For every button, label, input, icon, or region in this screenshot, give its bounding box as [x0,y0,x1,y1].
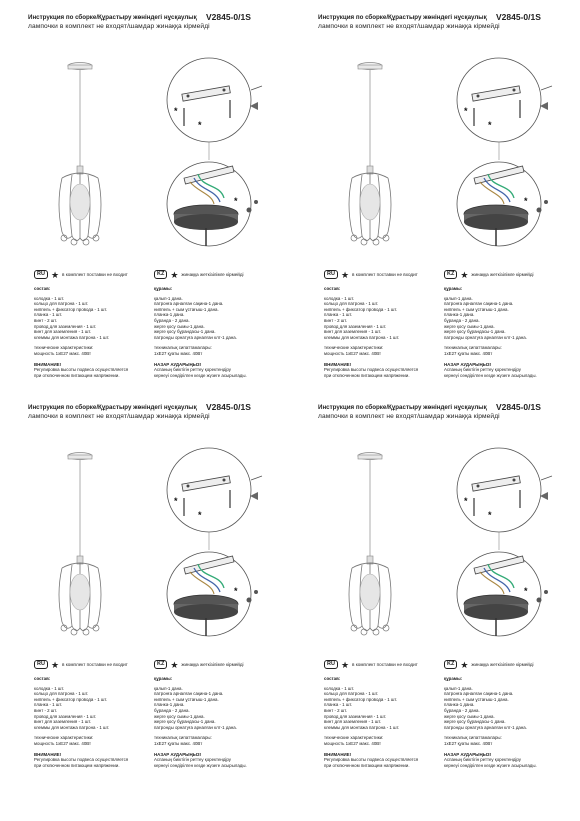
ru-item: провод для заземления - 1 шт. [34,323,97,329]
model-code: V2845-0/1S [496,12,541,22]
ru-contents [324,676,442,768]
marker-star: * [524,196,528,206]
kz-note: жинаққа жеткізілімге кірмейді [471,662,534,667]
ru-item: винт для заземления - 1 шт. [324,329,382,335]
marker-star: * [524,586,528,596]
ru-warning-line: Регулировка высоты подвеса осуществляется [324,757,419,763]
ru-item: винт для заземления - 1 шт. [34,719,92,725]
marker-star: * [198,120,202,130]
ru-item: клеммы для монтажа патрона - 1 шт. [34,724,110,730]
ru-legend [34,270,128,279]
ru-warning-heading: ВНИМАНИЕ! [324,751,352,757]
kz-warning-line: кернеуі сөндірілген кезде жүзеге асырылады. [444,762,537,768]
kz-item: қалып-1 дана. [154,685,183,691]
ru-contents [34,286,152,378]
ru-badge: RU [324,270,338,279]
ru-item: клеммы для монтажа патрона - 1 шт. [324,334,400,340]
model-code: V2845-0/1S [206,12,251,22]
mounting-diagram [154,446,284,646]
ru-item: провод для заземления - 1 шт. [324,713,387,719]
ru-tech-value: мощность 1хЕ27 макс. 40Вт [324,350,382,356]
star-icon: ★ [460,659,469,670]
sheet-title: Инструкция по сборке/Құрастыру жөніндегі нұсқаулық [28,404,197,411]
ru-item: ниппель + фиксатор провода - 1 шт. [324,696,398,702]
ru-item: планка - 1 шт. [34,702,63,708]
kz-item: бұранда - 2 дана. [154,317,190,323]
ru-note: в комплект поставки не входит [352,272,418,277]
ru-legend [34,660,128,669]
kz-item: бұранда - 2 дана. [154,707,190,713]
ru-item: ниппель + фиксатор провода - 1 шт. [34,696,108,702]
kz-tech-heading: техникалық сипаттамалары: [154,345,212,351]
bracket-mounting-circle [167,448,262,532]
ru-item: винт - 2 шт. [34,317,58,323]
marker-star: * [174,496,178,506]
kz-item: жерге қосу бұрандасы-1 дана. [154,719,216,725]
canopy-wiring-circle [167,162,258,246]
kz-item: патронды орнатуға арналған клт-1 дана. [154,334,237,340]
ru-note: в комплект поставки не входит [352,662,418,667]
mounting-diagram [154,56,284,256]
ru-legend [324,270,418,279]
kz-tech-heading: техникалық сипаттамалары: [444,735,502,741]
star-icon: ★ [50,659,60,670]
mounting-diagram [444,56,574,256]
kz-note: жинаққа жеткізілімге кірмейді [181,272,244,277]
kz-warning-line: кернеуі сөндірілген кезде жүзеге асырылады. [154,762,247,768]
star-icon: ★ [340,659,350,670]
ru-tech-value: мощность 1хЕ27 макс. 40Вт [34,740,92,746]
kz-item: ниппель + сым ұстағыш-1 дана. [444,696,509,702]
ru-tech-heading: технические характеристики: [324,735,384,741]
kz-tech-value: 1хЕ27 қуаты макс. 40Вт [444,350,493,356]
ru-item: колодка - 1 шт. [34,295,65,301]
sheet-subtitle: лампочки в комплект не входят/шамдар жинаққа кірмейді [28,413,210,420]
kz-contents [154,286,288,378]
kz-warning-heading: НАЗАР АУДАРЫҢЫЗ! [154,751,202,757]
kz-item: қалып-1 дана. [154,295,183,301]
kz-item: ниппель + сым ұстағыш-1 дана. [444,306,509,312]
marker-star: * [464,106,468,116]
marker-star: * [198,510,202,520]
ru-warning-line: Регулировка высоты подвеса осуществляется [324,367,419,373]
sheet-title: Инструкция по сборке/Құрастыру жөніндегі нұсқаулық [28,14,197,21]
kz-contents [444,676,578,768]
ru-item: кольцо для патрона - 1 шт. [34,691,89,697]
kz-badge: KZ [154,270,167,279]
kz-item: жерге қосу сымы-1 дана. [444,713,495,719]
kz-item: ниппель + сым ұстағыш-1 дана. [154,306,219,312]
kz-item: бұранда - 2 дана. [444,707,480,713]
ru-note: в комплект поставки не входит [62,662,128,667]
ru-item: кольцо для патрона - 1 шт. [324,691,379,697]
kz-note: жинаққа жеткізілімге кірмейді [471,272,534,277]
sheet-title: Инструкция по сборке/Құрастыру жөніндегі нұсқаулық [318,14,487,21]
instruction-sheet-top-left [28,14,290,394]
kz-warning-line: Аспаның биіктігін реттеу қоректендіру [154,757,231,763]
kz-item: жерге қосу сымы-1 дана. [154,713,205,719]
kz-badge: KZ [444,660,457,669]
kz-warning-line: кернеуі сөндірілген кезде жүзеге асырылады. [444,372,537,378]
ru-item: провод для заземления - 1 шт. [324,323,387,329]
ru-item: колодка - 1 шт. [34,685,65,691]
model-code: V2845-0/1S [496,402,541,412]
kz-heading: құрамы: [154,676,173,681]
marker-star: * [464,496,468,506]
marker-star: * [488,510,492,520]
marker-star: * [234,586,238,596]
marker-star: * [174,106,178,116]
ru-tech-heading: технические характеристики: [34,735,94,741]
instruction-sheet-bottom-left [28,404,290,784]
kz-item: жерге қосу бұрандасы-1 дана. [154,329,216,335]
instruction-sheet-bottom-right [318,404,580,784]
ru-item: винт - 2 шт. [34,707,58,713]
ru-heading: состав: [34,286,51,291]
ru-warning-heading: ВНИМАНИЕ! [34,751,62,757]
ru-contents [34,676,152,768]
kz-item: жерге қосу сымы-1 дана. [154,323,205,329]
kz-item: патронды орнатуға арналған клт-1 дана. [154,724,237,730]
ru-item: ниппель + фиксатор провода - 1 шт. [34,306,108,312]
sheet-subtitle: лампочки в комплект не входят/шамдар жинаққа кірмейді [28,23,210,30]
kz-legend [444,270,534,279]
kz-tech-value: 1хЕ27 қуаты макс. 40Вт [154,350,203,356]
pendant-lamp-illustration [338,444,402,644]
kz-legend [444,660,534,669]
ru-item: винт - 2 шт. [324,317,348,323]
kz-tech-value: 1хЕ27 қуаты макс. 40Вт [444,740,493,746]
ru-item: ниппель + фиксатор провода - 1 шт. [324,306,398,312]
kz-contents [444,286,578,378]
ru-warning-heading: ВНИМАНИЕ! [34,361,62,367]
kz-item: патронды орнатуға арналған клт-1 дана. [444,724,527,730]
ru-item: колодка - 1 шт. [324,295,355,301]
ru-warning-line: Регулировка высоты подвеса осуществляется [34,367,129,373]
kz-item: патронға арналған сақина-1 дана. [444,691,514,697]
kz-item: патронға арналған сақина-1 дана. [154,301,224,307]
pendant-lamp-illustration [48,444,112,644]
kz-legend [154,270,244,279]
kz-item: жерге қосу сымы-1 дана. [444,323,495,329]
ru-item: планка - 1 шт. [324,702,353,708]
kz-contents [154,676,288,768]
kz-badge: KZ [444,270,457,279]
kz-item: қалып-1 дана. [444,685,473,691]
kz-legend [154,660,244,669]
ru-warning-line: при отключенном питающем напряжении. [34,762,120,768]
kz-tech-heading: техникалық сипаттамалары: [444,345,502,351]
ru-item: провод для заземления - 1 шт. [34,713,97,719]
kz-warning-line: Аспаның биіктігін реттеу қоректендіру [444,757,521,763]
pendant-lamp-illustration [338,54,402,254]
ru-note: в комплект поставки не входит [62,272,128,277]
ru-badge: RU [34,270,48,279]
bracket-mounting-circle [457,58,552,142]
star-icon: ★ [170,269,179,280]
instruction-sheet-top-right [318,14,580,394]
ru-legend [324,660,418,669]
star-icon: ★ [50,269,60,280]
pendant-lamp-illustration [48,54,112,254]
ru-tech-heading: технические характеристики: [324,345,384,351]
kz-tech-heading: техникалық сипаттамалары: [154,735,212,741]
star-icon: ★ [170,659,179,670]
kz-heading: құрамы: [154,286,173,291]
kz-item: патронға арналған сақина-1 дана. [154,691,224,697]
canopy-wiring-circle [457,162,548,246]
ru-item: планка - 1 шт. [324,312,353,318]
ru-item: винт - 2 шт. [324,707,348,713]
kz-note: жинаққа жеткізілімге кірмейді [181,662,244,667]
kz-heading: құрамы: [444,676,463,681]
kz-item: планка-1 дана. [154,312,185,318]
star-icon: ★ [340,269,350,280]
ru-warning-line: при отключенном питающем напряжении. [34,372,120,378]
ru-item: кольцо для патрона - 1 шт. [324,301,379,307]
kz-item: патронға арналған сақина-1 дана. [444,301,514,307]
kz-warning-heading: НАЗАР АУДАРЫҢЫЗ! [154,361,202,367]
ru-item: винт для заземления - 1 шт. [324,719,382,725]
ru-item: кольцо для патрона - 1 шт. [34,301,89,307]
kz-heading: құрамы: [444,286,463,291]
ru-warning-line: при отключенном питающем напряжении. [324,762,410,768]
kz-warning-heading: НАЗАР АУДАРЫҢЫЗ! [444,751,492,757]
kz-item: жерге қосу бұрандасы-1 дана. [444,329,506,335]
kz-warning-line: кернеуі сөндірілген кезде жүзеге асырылады. [154,372,247,378]
kz-badge: KZ [154,660,167,669]
sheet-subtitle: лампочки в комплект не входят/шамдар жинаққа кірмейді [318,413,500,420]
sheet-subtitle: лампочки в комплект не входят/шамдар жинаққа кірмейді [318,23,500,30]
ru-warning-line: Регулировка высоты подвеса осуществляется [34,757,129,763]
ru-tech-value: мощность 1хЕ27 макс. 40Вт [34,350,92,356]
ru-heading: состав: [324,676,341,681]
sheet-title: Инструкция по сборке/Құрастыру жөніндегі нұсқаулық [318,404,487,411]
mounting-diagram [444,446,574,646]
canopy-wiring-circle [167,552,258,636]
kz-item: планка-1 дана. [444,312,475,318]
ru-contents [324,286,442,378]
marker-star: * [234,196,238,206]
ru-tech-heading: технические характеристики: [34,345,94,351]
kz-item: планка-1 дана. [154,702,185,708]
ru-item: клеммы для монтажа патрона - 1 шт. [324,724,400,730]
bracket-mounting-circle [167,58,262,142]
kz-warning-heading: НАЗАР АУДАРЫҢЫЗ! [444,361,492,367]
ru-item: колодка - 1 шт. [324,685,355,691]
ru-heading: состав: [324,286,341,291]
ru-badge: RU [324,660,338,669]
kz-item: ниппель + сым ұстағыш-1 дана. [154,696,219,702]
marker-star: * [488,120,492,130]
canopy-wiring-circle [457,552,548,636]
ru-badge: RU [34,660,48,669]
ru-item: винт для заземления - 1 шт. [34,329,92,335]
ru-heading: состав: [34,676,51,681]
kz-item: патронды орнатуға арналған клт-1 дана. [444,334,527,340]
ru-item: клеммы для монтажа патрона - 1 шт. [34,334,110,340]
ru-warning-line: при отключенном питающем напряжении. [324,372,410,378]
kz-item: жерге қосу бұрандасы-1 дана. [444,719,506,725]
star-icon: ★ [460,269,469,280]
ru-item: планка - 1 шт. [34,312,63,318]
model-code: V2845-0/1S [206,402,251,412]
bracket-mounting-circle [457,448,552,532]
ru-tech-value: мощность 1хЕ27 макс. 40Вт [324,740,382,746]
kz-item: бұранда - 2 дана. [444,317,480,323]
kz-item: қалып-1 дана. [444,295,473,301]
kz-warning-line: Аспаның биіктігін реттеу қоректендіру [444,367,521,373]
ru-warning-heading: ВНИМАНИЕ! [324,361,352,367]
kz-item: планка-1 дана. [444,702,475,708]
kz-tech-value: 1хЕ27 қуаты макс. 40Вт [154,740,203,746]
kz-warning-line: Аспаның биіктігін реттеу қоректендіру [154,367,231,373]
